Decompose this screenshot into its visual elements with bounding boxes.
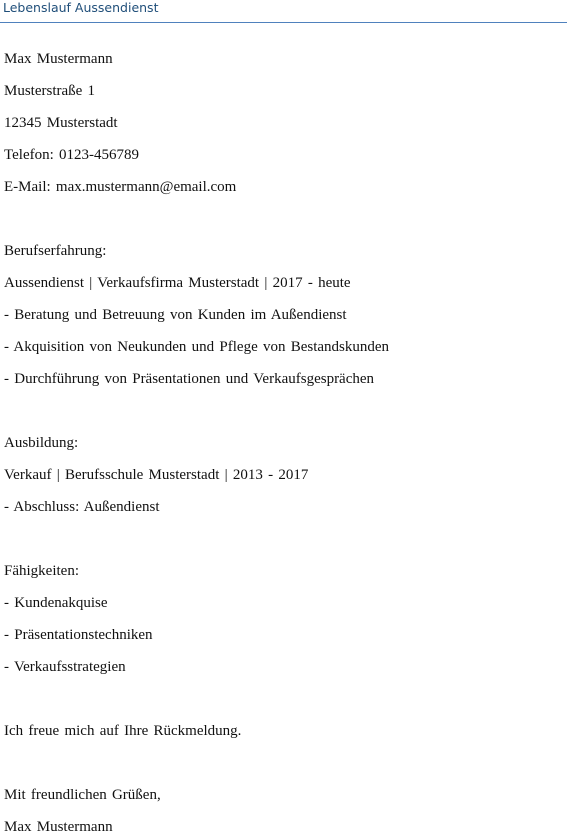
closing-text: Ich freue mich auf Ihre Rückmeldung. xyxy=(4,723,242,739)
document-title: Lebenslauf Aussendienst xyxy=(3,0,159,15)
skills-heading: Fähigkeiten: xyxy=(4,563,79,579)
skills-item: - Verkaufsstrategien xyxy=(4,659,126,675)
contact-city: 12345 Musterstadt xyxy=(4,115,118,131)
education-item: - Abschluss: Außendienst xyxy=(4,499,160,515)
contact-email: E-Mail: max.mustermann@email.com xyxy=(4,179,237,195)
closing-greeting: Mit freundlichen Grüßen, xyxy=(4,787,161,803)
education-entry: Verkauf | Berufsschule Musterstadt | 2013 - 2017 xyxy=(4,467,309,483)
document-header xyxy=(0,0,567,23)
contact-phone: Telefon: 0123-456789 xyxy=(4,147,140,163)
experience-item: - Akquisition von Neukunden und Pflege von Bestandskunden xyxy=(4,339,390,355)
experience-item: - Beratung und Betreuung von Kunden im Außendienst xyxy=(4,307,347,323)
experience-item: - Durchführung von Präsentationen und Verkaufsgesprächen xyxy=(4,371,375,387)
skills-item: - Kundenakquise xyxy=(4,595,108,611)
education-heading: Ausbildung: xyxy=(4,435,79,451)
contact-street: Musterstraße 1 xyxy=(4,83,96,99)
experience-position: Aussendienst | Verkaufsfirma Musterstadt | 2017 - heute xyxy=(4,275,351,291)
skills-item: - Präsentationstechniken xyxy=(4,627,153,643)
contact-name: Max Mustermann xyxy=(4,51,113,67)
experience-heading: Berufserfahrung: xyxy=(4,243,107,259)
closing-signature: Max Mustermann xyxy=(4,819,113,835)
